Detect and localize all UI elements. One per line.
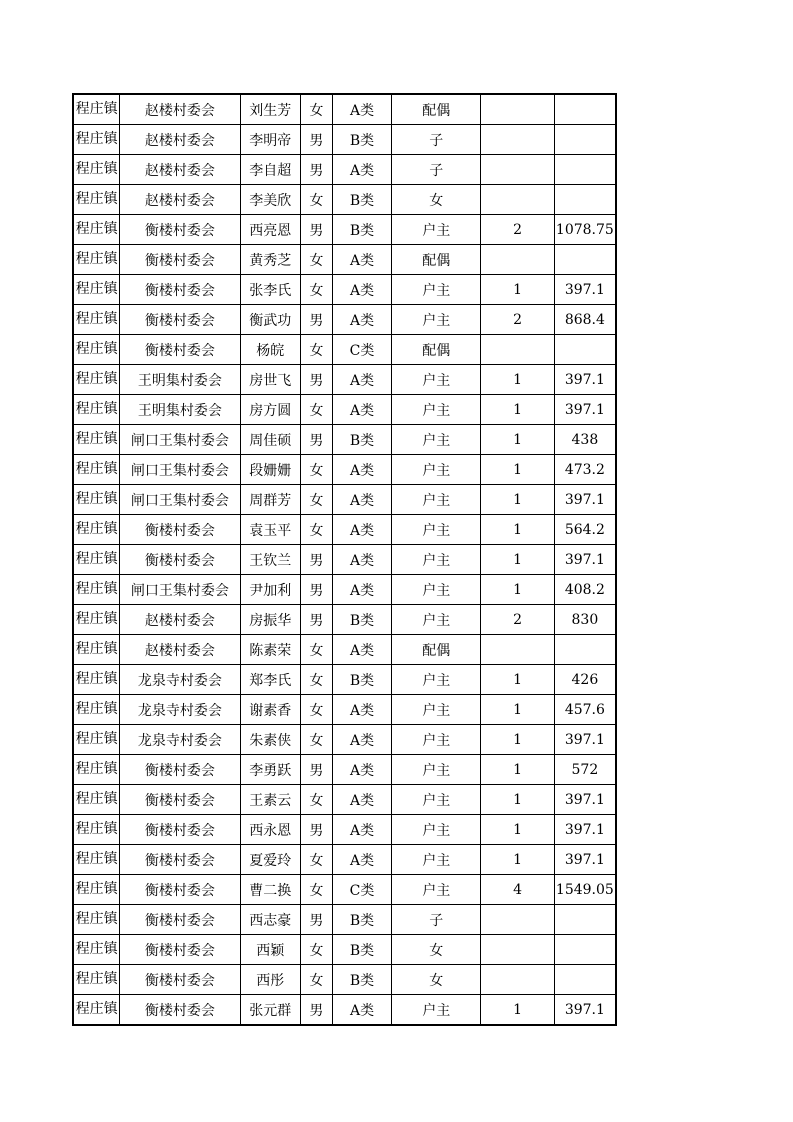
relation-cell: 户主: [392, 605, 481, 635]
town-cell: 程庄镇: [73, 605, 120, 635]
category-cell: B类: [332, 965, 391, 995]
household-count-cell: 1: [481, 455, 554, 485]
household-count-cell: 1: [481, 815, 554, 845]
table-row: [73, 215, 616, 245]
household-count-cell: 1: [481, 425, 554, 455]
village-cell: 闸口王集村委会: [120, 485, 240, 515]
category-cell: A类: [332, 575, 391, 605]
gender-cell: 男: [300, 755, 332, 785]
gender-cell: 女: [300, 635, 332, 665]
table-row: [73, 965, 616, 995]
household-count-cell: 1: [481, 485, 554, 515]
table-row: [73, 575, 616, 605]
amount-cell: 397.1: [554, 395, 616, 425]
gender-cell: 女: [300, 695, 332, 725]
village-cell: 衡楼村委会: [120, 755, 240, 785]
village-cell: 赵楼村委会: [120, 125, 240, 155]
name-cell: 西亮恩: [240, 215, 300, 245]
relation-cell: 配偶: [392, 245, 481, 275]
table-row: [73, 995, 616, 1026]
household-count-cell: 1: [481, 785, 554, 815]
table-row: [73, 185, 616, 215]
gender-cell: 女: [300, 185, 332, 215]
relation-cell: 户主: [392, 305, 481, 335]
amount-cell: 397.1: [554, 485, 616, 515]
household-count-cell: [481, 94, 554, 125]
name-cell: 李美欣: [240, 185, 300, 215]
village-cell: 衡楼村委会: [120, 815, 240, 845]
household-count-cell: 1: [481, 665, 554, 695]
table-row: [73, 905, 616, 935]
name-cell: 周群芳: [240, 485, 300, 515]
village-cell: 闸口王集村委会: [120, 575, 240, 605]
relation-cell: 配偶: [392, 94, 481, 125]
relief-roster-table: [72, 93, 617, 1026]
town-cell: 程庄镇: [73, 485, 120, 515]
table-row: [73, 245, 616, 275]
household-count-cell: [481, 335, 554, 365]
household-count-cell: 1: [481, 755, 554, 785]
relation-cell: 户主: [392, 875, 481, 905]
town-cell: 程庄镇: [73, 875, 120, 905]
gender-cell: 男: [300, 995, 332, 1026]
gender-cell: 女: [300, 335, 332, 365]
household-count-cell: 1: [481, 845, 554, 875]
household-count-cell: 1: [481, 515, 554, 545]
relation-cell: 配偶: [392, 335, 481, 365]
gender-cell: 男: [300, 125, 332, 155]
category-cell: A类: [332, 755, 391, 785]
relation-cell: 子: [392, 155, 481, 185]
amount-cell: 397.1: [554, 275, 616, 305]
table-row: [73, 815, 616, 845]
relation-cell: 户主: [392, 845, 481, 875]
village-cell: 衡楼村委会: [120, 335, 240, 365]
category-cell: C类: [332, 875, 391, 905]
town-cell: 程庄镇: [73, 515, 120, 545]
table-row: [73, 755, 616, 785]
category-cell: B类: [332, 185, 391, 215]
village-cell: 衡楼村委会: [120, 935, 240, 965]
amount-cell: [554, 965, 616, 995]
village-cell: 衡楼村委会: [120, 905, 240, 935]
gender-cell: 女: [300, 275, 332, 305]
town-cell: 程庄镇: [73, 155, 120, 185]
village-cell: 赵楼村委会: [120, 94, 240, 125]
amount-cell: 397.1: [554, 815, 616, 845]
household-count-cell: [481, 965, 554, 995]
relation-cell: 户主: [392, 665, 481, 695]
category-cell: A类: [332, 725, 391, 755]
name-cell: 尹加利: [240, 575, 300, 605]
town-cell: 程庄镇: [73, 395, 120, 425]
category-cell: A类: [332, 995, 391, 1026]
gender-cell: 女: [300, 485, 332, 515]
relation-cell: 户主: [392, 575, 481, 605]
name-cell: 张李氏: [240, 275, 300, 305]
village-cell: 闸口王集村委会: [120, 455, 240, 485]
name-cell: 郑李氏: [240, 665, 300, 695]
table-row: [73, 155, 616, 185]
category-cell: A类: [332, 365, 391, 395]
town-cell: 程庄镇: [73, 815, 120, 845]
household-count-cell: [481, 125, 554, 155]
gender-cell: 男: [300, 425, 332, 455]
gender-cell: 女: [300, 515, 332, 545]
gender-cell: 女: [300, 965, 332, 995]
town-cell: 程庄镇: [73, 665, 120, 695]
category-cell: B类: [332, 665, 391, 695]
relation-cell: 户主: [392, 275, 481, 305]
household-count-cell: 1: [481, 275, 554, 305]
table-row: [73, 365, 616, 395]
relation-cell: 配偶: [392, 635, 481, 665]
category-cell: A类: [332, 815, 391, 845]
name-cell: 杨皖: [240, 335, 300, 365]
relation-cell: 户主: [392, 515, 481, 545]
household-count-cell: 2: [481, 305, 554, 335]
town-cell: 程庄镇: [73, 785, 120, 815]
category-cell: A类: [332, 545, 391, 575]
gender-cell: 女: [300, 395, 332, 425]
table-row: [73, 725, 616, 755]
category-cell: A类: [332, 785, 391, 815]
amount-cell: 408.2: [554, 575, 616, 605]
village-cell: 衡楼村委会: [120, 305, 240, 335]
name-cell: 刘生芳: [240, 94, 300, 125]
village-cell: 衡楼村委会: [120, 875, 240, 905]
relation-cell: 户主: [392, 695, 481, 725]
amount-cell: 397.1: [554, 785, 616, 815]
table-row: [73, 455, 616, 485]
village-cell: 闸口王集村委会: [120, 425, 240, 455]
village-cell: 龙泉寺村委会: [120, 665, 240, 695]
town-cell: 程庄镇: [73, 275, 120, 305]
category-cell: A类: [332, 515, 391, 545]
category-cell: B类: [332, 215, 391, 245]
amount-cell: 397.1: [554, 365, 616, 395]
relation-cell: 户主: [392, 785, 481, 815]
town-cell: 程庄镇: [73, 995, 120, 1026]
relation-cell: 户主: [392, 815, 481, 845]
table-row: [73, 935, 616, 965]
household-count-cell: 1: [481, 365, 554, 395]
town-cell: 程庄镇: [73, 755, 120, 785]
gender-cell: 女: [300, 935, 332, 965]
table-row: [73, 515, 616, 545]
gender-cell: 男: [300, 815, 332, 845]
name-cell: 西志豪: [240, 905, 300, 935]
name-cell: 夏爱玲: [240, 845, 300, 875]
town-cell: 程庄镇: [73, 845, 120, 875]
amount-cell: [554, 245, 616, 275]
village-cell: 衡楼村委会: [120, 545, 240, 575]
relation-cell: 女: [392, 935, 481, 965]
name-cell: 李自超: [240, 155, 300, 185]
relation-cell: 户主: [392, 545, 481, 575]
category-cell: A类: [332, 305, 391, 335]
table-row: [73, 545, 616, 575]
name-cell: 西永恩: [240, 815, 300, 845]
village-cell: 衡楼村委会: [120, 965, 240, 995]
category-cell: C类: [332, 335, 391, 365]
household-count-cell: 1: [481, 995, 554, 1026]
amount-cell: 426: [554, 665, 616, 695]
town-cell: 程庄镇: [73, 365, 120, 395]
household-count-cell: 1: [481, 725, 554, 755]
household-count-cell: 1: [481, 695, 554, 725]
relation-cell: 户主: [392, 755, 481, 785]
relation-cell: 子: [392, 905, 481, 935]
name-cell: 房方圆: [240, 395, 300, 425]
amount-cell: 473.2: [554, 455, 616, 485]
town-cell: 程庄镇: [73, 905, 120, 935]
gender-cell: 男: [300, 305, 332, 335]
table-body: [73, 94, 616, 1025]
gender-cell: 男: [300, 215, 332, 245]
amount-cell: 830: [554, 605, 616, 635]
gender-cell: 男: [300, 365, 332, 395]
category-cell: A类: [332, 845, 391, 875]
village-cell: 王明集村委会: [120, 365, 240, 395]
town-cell: 程庄镇: [73, 635, 120, 665]
relation-cell: 户主: [392, 455, 481, 485]
amount-cell: 397.1: [554, 845, 616, 875]
town-cell: 程庄镇: [73, 94, 120, 125]
amount-cell: 572: [554, 755, 616, 785]
amount-cell: [554, 935, 616, 965]
amount-cell: [554, 635, 616, 665]
village-cell: 衡楼村委会: [120, 275, 240, 305]
town-cell: 程庄镇: [73, 185, 120, 215]
household-count-cell: 1: [481, 545, 554, 575]
category-cell: A类: [332, 155, 391, 185]
relation-cell: 户主: [392, 725, 481, 755]
village-cell: 衡楼村委会: [120, 515, 240, 545]
table-row: [73, 305, 616, 335]
amount-cell: 397.1: [554, 725, 616, 755]
category-cell: A类: [332, 695, 391, 725]
household-count-cell: 1: [481, 575, 554, 605]
town-cell: 程庄镇: [73, 545, 120, 575]
table-row: [73, 425, 616, 455]
relation-cell: 子: [392, 125, 481, 155]
village-cell: 衡楼村委会: [120, 845, 240, 875]
amount-cell: 397.1: [554, 545, 616, 575]
amount-cell: 1549.05: [554, 875, 616, 905]
name-cell: 谢素香: [240, 695, 300, 725]
table-row: [73, 635, 616, 665]
table-row: [73, 395, 616, 425]
amount-cell: [554, 94, 616, 125]
gender-cell: 男: [300, 155, 332, 185]
category-cell: B类: [332, 905, 391, 935]
gender-cell: 女: [300, 785, 332, 815]
village-cell: 龙泉寺村委会: [120, 695, 240, 725]
gender-cell: 男: [300, 905, 332, 935]
town-cell: 程庄镇: [73, 965, 120, 995]
table-row: [73, 875, 616, 905]
category-cell: A类: [332, 455, 391, 485]
household-count-cell: [481, 155, 554, 185]
amount-cell: 868.4: [554, 305, 616, 335]
relation-cell: 户主: [392, 395, 481, 425]
relation-cell: 户主: [392, 425, 481, 455]
town-cell: 程庄镇: [73, 215, 120, 245]
village-cell: 赵楼村委会: [120, 605, 240, 635]
town-cell: 程庄镇: [73, 425, 120, 455]
name-cell: 李明帝: [240, 125, 300, 155]
town-cell: 程庄镇: [73, 125, 120, 155]
name-cell: 张元群: [240, 995, 300, 1026]
table-row: [73, 845, 616, 875]
category-cell: A类: [332, 485, 391, 515]
gender-cell: 女: [300, 875, 332, 905]
amount-cell: 1078.75: [554, 215, 616, 245]
table-row: [73, 125, 616, 155]
amount-cell: 438: [554, 425, 616, 455]
table-row: [73, 335, 616, 365]
relation-cell: 女: [392, 185, 481, 215]
name-cell: 袁玉平: [240, 515, 300, 545]
table-row: [73, 485, 616, 515]
amount-cell: 564.2: [554, 515, 616, 545]
gender-cell: 女: [300, 845, 332, 875]
name-cell: 曹二换: [240, 875, 300, 905]
relation-cell: 户主: [392, 365, 481, 395]
relation-cell: 户主: [392, 485, 481, 515]
household-count-cell: [481, 185, 554, 215]
village-cell: 赵楼村委会: [120, 155, 240, 185]
gender-cell: 女: [300, 665, 332, 695]
town-cell: 程庄镇: [73, 935, 120, 965]
household-count-cell: 2: [481, 215, 554, 245]
town-cell: 程庄镇: [73, 455, 120, 485]
category-cell: A类: [332, 635, 391, 665]
gender-cell: 男: [300, 575, 332, 605]
household-count-cell: 2: [481, 605, 554, 635]
name-cell: 衡武功: [240, 305, 300, 335]
category-cell: B类: [332, 125, 391, 155]
town-cell: 程庄镇: [73, 725, 120, 755]
amount-cell: [554, 905, 616, 935]
gender-cell: 女: [300, 94, 332, 125]
category-cell: A类: [332, 275, 391, 305]
town-cell: 程庄镇: [73, 335, 120, 365]
village-cell: 王明集村委会: [120, 395, 240, 425]
amount-cell: 457.6: [554, 695, 616, 725]
table-row: [73, 665, 616, 695]
village-cell: 赵楼村委会: [120, 635, 240, 665]
table-row: [73, 605, 616, 635]
relation-cell: 女: [392, 965, 481, 995]
name-cell: 李勇跃: [240, 755, 300, 785]
household-count-cell: [481, 935, 554, 965]
table-row: [73, 785, 616, 815]
name-cell: 房振华: [240, 605, 300, 635]
amount-cell: [554, 125, 616, 155]
village-cell: 龙泉寺村委会: [120, 725, 240, 755]
name-cell: 周佳硕: [240, 425, 300, 455]
name-cell: 王钦兰: [240, 545, 300, 575]
household-count-cell: 4: [481, 875, 554, 905]
household-count-cell: [481, 635, 554, 665]
name-cell: 西彤: [240, 965, 300, 995]
name-cell: 段姗姗: [240, 455, 300, 485]
town-cell: 程庄镇: [73, 575, 120, 605]
name-cell: 房世飞: [240, 365, 300, 395]
category-cell: B类: [332, 425, 391, 455]
household-count-cell: [481, 905, 554, 935]
amount-cell: 397.1: [554, 995, 616, 1026]
amount-cell: [554, 185, 616, 215]
relation-cell: 户主: [392, 995, 481, 1026]
village-cell: 衡楼村委会: [120, 785, 240, 815]
amount-cell: [554, 155, 616, 185]
town-cell: 程庄镇: [73, 245, 120, 275]
gender-cell: 女: [300, 245, 332, 275]
town-cell: 程庄镇: [73, 695, 120, 725]
name-cell: 王素云: [240, 785, 300, 815]
village-cell: 衡楼村委会: [120, 215, 240, 245]
name-cell: 陈素荣: [240, 635, 300, 665]
table-row: [73, 94, 616, 125]
category-cell: B类: [332, 605, 391, 635]
gender-cell: 男: [300, 545, 332, 575]
gender-cell: 男: [300, 605, 332, 635]
town-cell: 程庄镇: [73, 305, 120, 335]
household-count-cell: [481, 245, 554, 275]
household-count-cell: 1: [481, 395, 554, 425]
category-cell: A类: [332, 395, 391, 425]
village-cell: 衡楼村委会: [120, 245, 240, 275]
relation-cell: 户主: [392, 215, 481, 245]
gender-cell: 女: [300, 455, 332, 485]
name-cell: 朱素侠: [240, 725, 300, 755]
category-cell: B类: [332, 935, 391, 965]
amount-cell: [554, 335, 616, 365]
category-cell: A类: [332, 94, 391, 125]
village-cell: 赵楼村委会: [120, 185, 240, 215]
name-cell: 黄秀芝: [240, 245, 300, 275]
village-cell: 衡楼村委会: [120, 995, 240, 1026]
name-cell: 西颖: [240, 935, 300, 965]
table-row: [73, 275, 616, 305]
gender-cell: 女: [300, 725, 332, 755]
category-cell: A类: [332, 245, 391, 275]
table-row: [73, 695, 616, 725]
